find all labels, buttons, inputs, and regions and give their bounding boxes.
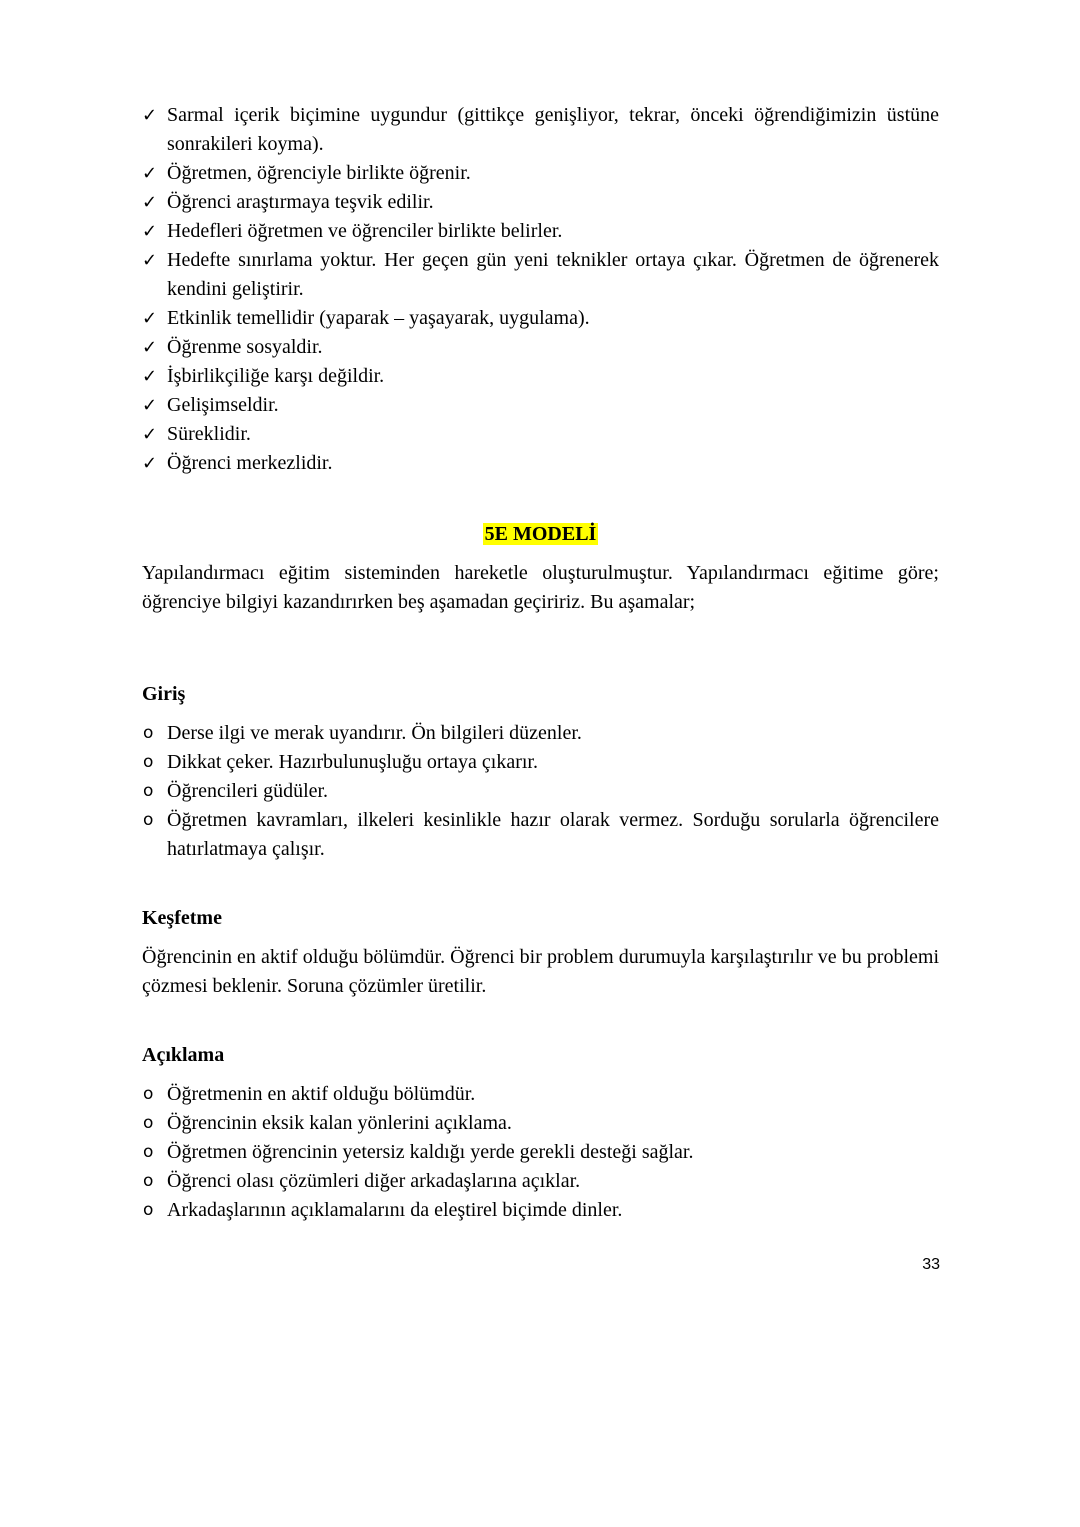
list-item bbox=[142, 1196, 939, 1225]
checklist-item bbox=[142, 101, 939, 159]
list-item-text: Arkadaşlarının açıklamalarını da eleştirel biçimde dinler. bbox=[167, 1199, 623, 1221]
checklist-item bbox=[142, 333, 939, 362]
checklist-item bbox=[142, 188, 939, 217]
aciklama-heading: Açıklama bbox=[142, 1044, 225, 1066]
checkmark-icon: ✓ bbox=[142, 221, 158, 242]
constructivism-checklist bbox=[142, 101, 939, 478]
checklist-item-text: Öğretmen, öğrenciyle birlikte öğrenir. bbox=[167, 162, 471, 184]
giris-list bbox=[142, 719, 939, 864]
checkmark-icon: ✓ bbox=[142, 105, 158, 126]
circle-bullet-icon: o bbox=[143, 1084, 154, 1104]
list-item-text: Öğretmenin en aktif olduğu bölümdür. bbox=[167, 1083, 476, 1105]
checklist-item-text: Sarmal içerik biçimine uygundur (gittikçe genişliyor, tekrar, önceki öğrendiğimizin üstüne sonrakileri koyma). bbox=[167, 104, 939, 155]
list-item-text: Öğretmen kavramları, ilkeleri kesinlikle hazır olarak vermez. Sorduğu sorularla öğrencilere hatırlatmaya çalışır. bbox=[167, 809, 939, 860]
checklist-item bbox=[142, 362, 939, 391]
list-item bbox=[142, 806, 939, 864]
checklist-item-text: Etkinlik temellidir (yaparak – yaşayarak, uygulama). bbox=[167, 307, 590, 329]
checklist-item-text: Hedefte sınırlama yoktur. Her geçen gün yeni teknikler ortaya çıkar. Öğretmen de öğrenerek kendini geliştirir. bbox=[167, 249, 939, 300]
aciklama-list bbox=[142, 1080, 939, 1225]
list-item-text: Öğretmen öğrencinin yetersiz kaldığı yerde gerekli desteği sağlar. bbox=[167, 1141, 694, 1163]
list-item-text: Dikkat çeker. Hazırbulunuşluğu ortaya çıkarır. bbox=[167, 751, 538, 773]
list-item bbox=[142, 1109, 939, 1138]
list-item bbox=[142, 1080, 939, 1109]
list-item-text: Öğrencileri güdüler. bbox=[167, 780, 329, 802]
list-item bbox=[142, 777, 939, 806]
list-item-text: Öğrenci olası çözümleri diğer arkadaşlarına açıklar. bbox=[167, 1170, 581, 1192]
list-item bbox=[142, 1167, 939, 1196]
checklist-item bbox=[142, 391, 939, 420]
checklist-item bbox=[142, 246, 939, 304]
checkmark-icon: ✓ bbox=[142, 192, 158, 213]
page-number: 33 bbox=[922, 1256, 940, 1273]
list-item bbox=[142, 1138, 939, 1167]
checklist-item-text: Hedefleri öğretmen ve öğrenciler birlikte belirler. bbox=[167, 220, 563, 242]
checklist-item-text: Öğrenci merkezlidir. bbox=[167, 452, 333, 474]
checklist-item bbox=[142, 304, 939, 333]
checkmark-icon: ✓ bbox=[142, 366, 158, 387]
checkmark-icon: ✓ bbox=[142, 337, 158, 358]
circle-bullet-icon: o bbox=[143, 810, 154, 830]
circle-bullet-icon: o bbox=[143, 1142, 154, 1162]
checklist-item bbox=[142, 420, 939, 449]
checklist-item bbox=[142, 159, 939, 188]
checkmark-icon: ✓ bbox=[142, 453, 158, 474]
checklist-item bbox=[142, 449, 939, 478]
circle-bullet-icon: o bbox=[143, 1200, 154, 1220]
checklist-item-text: Öğrenme sosyaldir. bbox=[167, 336, 323, 358]
circle-bullet-icon: o bbox=[143, 781, 154, 801]
circle-bullet-icon: o bbox=[143, 752, 154, 772]
checklist-item-text: Öğrenci araştırmaya teşvik edilir. bbox=[167, 191, 434, 213]
document-page bbox=[142, 101, 939, 1225]
section-title: 5E MODELİ bbox=[484, 523, 597, 545]
checklist-item-text: Gelişimseldir. bbox=[167, 394, 279, 416]
section-title-wrap bbox=[142, 520, 939, 549]
list-item bbox=[142, 748, 939, 777]
list-item bbox=[142, 719, 939, 748]
checkmark-icon: ✓ bbox=[142, 395, 158, 416]
checklist-item bbox=[142, 217, 939, 246]
circle-bullet-icon: o bbox=[143, 723, 154, 743]
giris-heading: Giriş bbox=[142, 683, 186, 705]
checkmark-icon: ✓ bbox=[142, 250, 158, 271]
checkmark-icon: ✓ bbox=[142, 308, 158, 329]
intro-paragraph: Yapılandırmacı eğitim sisteminden hareketle oluşturulmuştur. Yapılandırmacı eğitime göre; öğrenciye bilgiyi kazandırırken beş aşamadan geçiririz. Bu aşamalar; bbox=[142, 562, 939, 613]
list-item-text: Derse ilgi ve merak uyandırır. Ön bilgileri düzenler. bbox=[167, 722, 582, 744]
checkmark-icon: ✓ bbox=[142, 424, 158, 445]
list-item-text: Öğrencinin eksik kalan yönlerini açıklama. bbox=[167, 1112, 512, 1134]
checklist-item-text: Süreklidir. bbox=[167, 423, 251, 445]
checkmark-icon: ✓ bbox=[142, 163, 158, 184]
circle-bullet-icon: o bbox=[143, 1113, 154, 1133]
circle-bullet-icon: o bbox=[143, 1171, 154, 1191]
kesfetme-heading: Keşfetme bbox=[142, 907, 222, 929]
kesfetme-paragraph: Öğrencinin en aktif olduğu bölümdür. Öğrenci bir problem durumuyla karşılaştırılır ve bu problemi çözmesi beklenir. Soruna çözümler üretilir. bbox=[142, 946, 939, 997]
checklist-item-text: İşbirlikçiliğe karşı değildir. bbox=[167, 365, 385, 387]
